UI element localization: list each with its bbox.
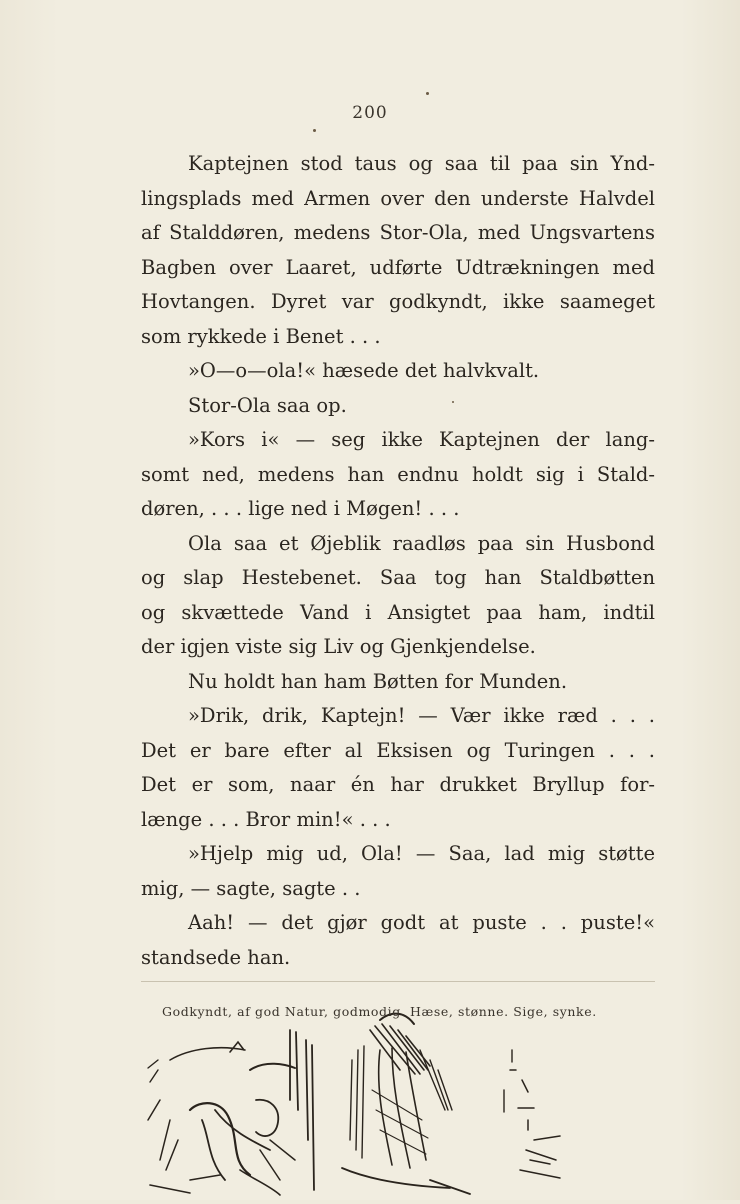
text-line: af Stalddøren, medens Stor-Ola, med Ungsvartens [141, 221, 655, 244]
text-line: og skvættede Vand i Ansigtet paa ham, indtil [141, 600, 655, 624]
paragraph [141, 389, 655, 424]
text-line: Det er som, naar én har drukket Bryllup for- [141, 773, 655, 796]
paragraph [141, 423, 655, 527]
footnote-divider [141, 981, 655, 982]
text-line: og slap Hestebenet. Saa tog han Staldbøtten [141, 566, 655, 589]
footnote-caption: Godkyndt, af god Natur, godmodig. Hæse, stønne. Sige, synke. [162, 1004, 597, 1019]
body-text [141, 147, 655, 975]
text-line: somt ned, medens han endnu holdt sig i Stald- [141, 462, 655, 486]
text-line: som rykkede i Benet . . . [141, 324, 381, 348]
paragraph [141, 837, 655, 906]
text-line: Stor-Ola saa op. [188, 393, 347, 417]
paragraph [141, 147, 655, 354]
text-line: »O—o—ola!« hæsede det halvkvalt. [188, 359, 540, 382]
text-line: Kaptejnen stod taus og saa til paa sin Ynd- [188, 152, 655, 175]
paper-speck [313, 129, 316, 132]
text-line: længe . . . Bror min!« . . . [141, 807, 391, 831]
text-line: Det er bare efter al Eksisen og Turingen . . . [141, 738, 655, 762]
paragraph [141, 699, 655, 837]
paper-speck [452, 401, 454, 403]
text-line: Bagben over Laaret, udførte Udtrækningen med [141, 255, 655, 279]
text-line: »Hjelp mig ud, Ola! — Saa, lad mig støtte [188, 842, 655, 865]
text-line: Ola saa et Øjeblik raadløs paa sin Husbond [188, 531, 655, 555]
text-line: »Drik, drik, Kaptejn! — Vær ikke ræd . . . [188, 704, 655, 727]
text-line: Hovtangen. Dyret var godkyndt, ikke saameget [141, 290, 655, 313]
page-number: 200 [352, 103, 388, 123]
text-line: Aah! — det gjør godt at puste . . puste!« [188, 911, 655, 934]
text-line: mig, — sagte, sagte . . [141, 876, 361, 900]
text-line: lingsplads med Armen over den underste Halvdel [141, 186, 655, 210]
text-line: standsede han. [141, 945, 291, 969]
text-line: Nu holdt han ham Bøtten for Munden. [188, 669, 568, 693]
text-line: der igjen viste sig Liv og Gjenkjendelse. [141, 635, 536, 658]
text-line: døren, . . . lige ned i Møgen! . . . [141, 497, 460, 520]
paper-speck [426, 92, 429, 95]
paragraph [141, 906, 655, 975]
text-line: »Kors i« — seg ikke Kaptejnen der lang- [188, 428, 655, 451]
paragraph [141, 665, 655, 700]
paragraph [141, 354, 655, 389]
paragraph [141, 527, 655, 665]
ink-sketch-illustration [130, 990, 580, 1200]
